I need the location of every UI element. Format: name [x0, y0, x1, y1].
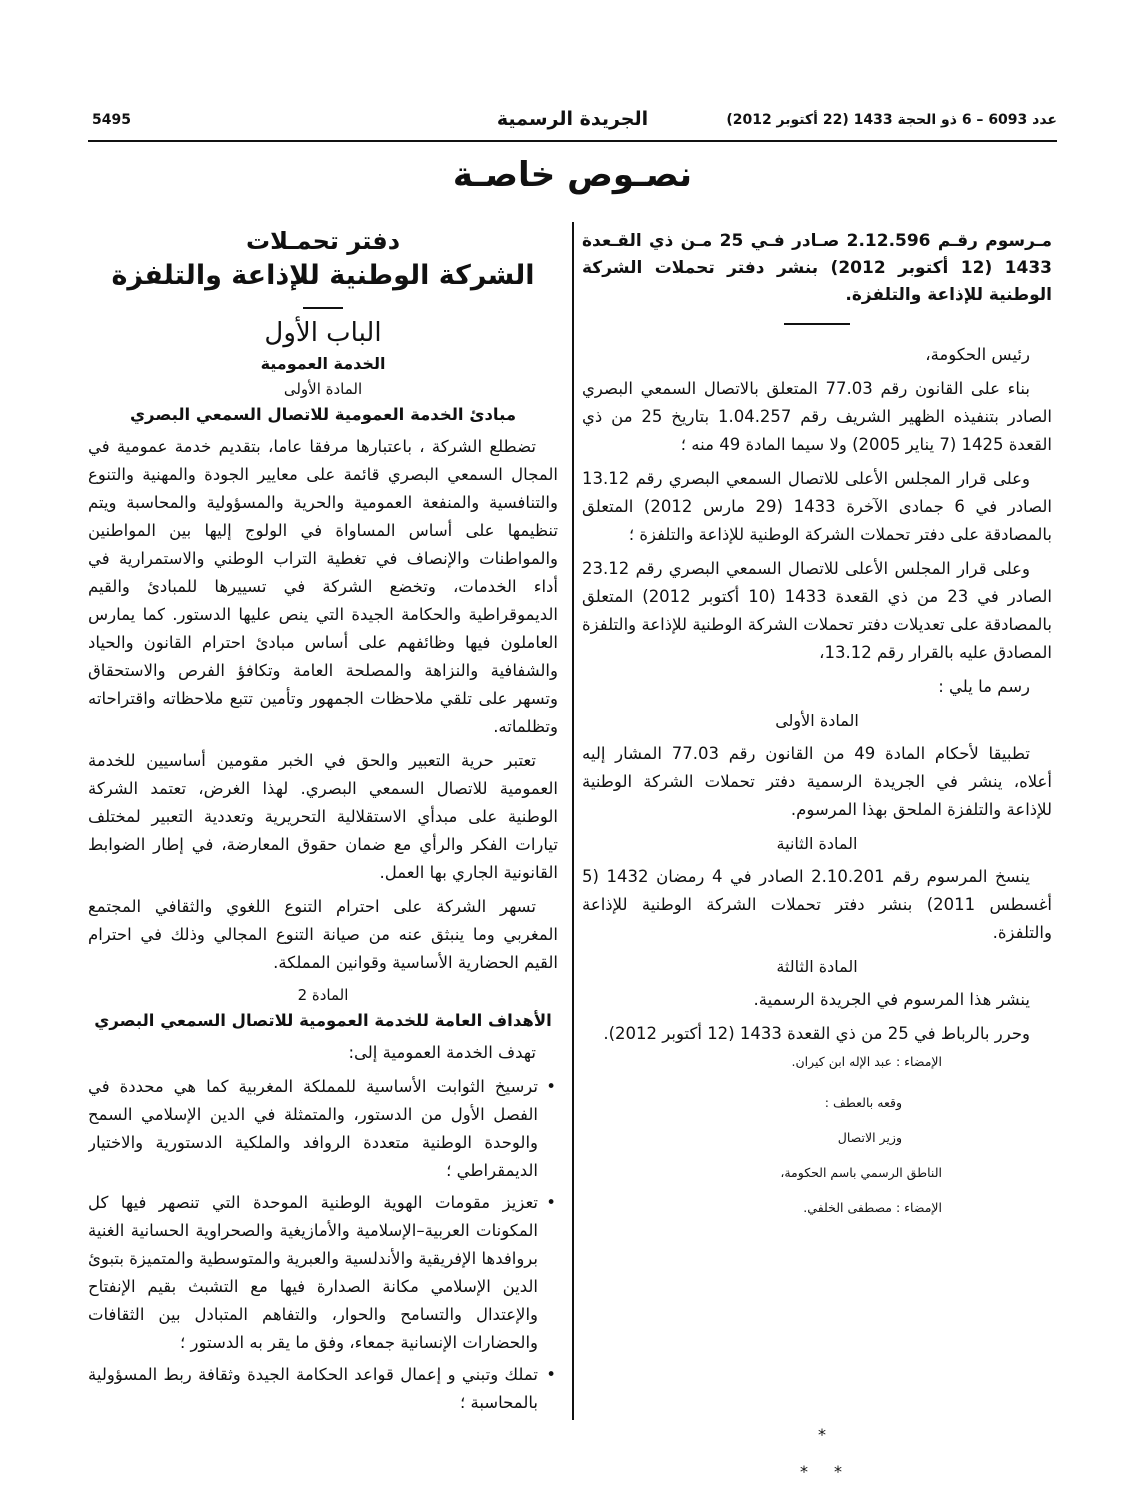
article-heading: المادة الثانية: [776, 834, 858, 853]
charter-column: [88, 225, 558, 1485]
decree-head: رئيس الحكومة،: [925, 345, 1030, 364]
page-number: 5495: [92, 112, 131, 128]
chapter-heading: الباب الأول: [264, 318, 382, 348]
done-at: وحرر بالرباط في 25 من ذي القعدة 1433 (12 أكتوبر 2012).: [603, 1024, 1030, 1043]
decree-decrees: رسم ما يلي :: [938, 677, 1030, 696]
spokesman-title: الناطق الرسمي باسم الحكومة،: [780, 1165, 942, 1180]
title-separator: [784, 323, 850, 325]
objectives-list: [88, 1073, 558, 1417]
charter-paragraph: تعتبر حرية التعبير والحق في الخبر مقومين أساسيين للخدمة العمومية للاتصال السمعي البصري. لهذا الغرض، تعتمد الشركة الوطنية على مبدأي الاستقلالية التحريرية وتعددية التعبير لمختلف تيارات الفكر والرأي مع ضمان حقوق المعارضة، في إطار الضوابط القانونية الجاري بها العمل.: [88, 751, 558, 882]
list-item-text: ترسيخ الثوابت الأساسية للمملكة المغربية كما هي محددة في الفصل الأول من الدستور، والمتمثلة في الدين الإسلامي السمح والوحدة الوطنية متعددة الروافد والملكية الدستورية والاختيار الديمقراطي ؛: [88, 1077, 538, 1180]
asterisk-ornament: *: [800, 1462, 808, 1481]
charter-paragraph: تضطلع الشركة ، باعتبارها مرفقا عاما، بتقديم خدمة عمومية في المجال السمعي البصري قائمة على معايير الجودة والمهنية والتنوع والتنافسية والمنفعة العمومية والحرية والمسؤولية والمحاسبة ويتم تنظيمها على أساس المساواة في الولوج إليها بين المواطنين والمواطنات والإنصاف في تغطية التراب الوطني والاستمرارية في أداء الخدمات، وتخضع الشركة في تسييرها للمبادئ والقيم الديموقراطية والحكامة الجيدة التي ينص عليها الدستور. كما يمارس العاملون فيها وظائفهم على أساس مبادئ احترام القانون والحياد والشفافية والنزاهة والمصلحة العامة وتكافؤ الفرص والاستحقاق وتسهر على تلقي ملاحظات الجمهور وتأمين تتبع ملاحظاته واقتراحاته وتظلماته.: [88, 437, 558, 736]
charter-title: دفتر تحمـلات: [245, 227, 401, 255]
pm-signature: الإمضاء : عبد الإله ابن كيران.: [791, 1054, 942, 1069]
header-rule: [88, 140, 1057, 142]
minister-signature: الإمضاء : مصطفى الخلفي.: [803, 1200, 942, 1215]
list-item-text: تعزيز مقومات الهوية الوطنية الموحدة التي تنصهر فيها كل المكونات العربية–الإسلامية والأمازيغية والصحراوية الحسانية الغنية بروافدها الإفريقية والأندلسية والعبرية والمتوسطية والمتميزة بتبوئ الدين الإسلامي مكانة الصدارة فيها مع التشبث بقيم الإنفتاح والإعتدال والتسامح والحوار، والتفاهم المتبادل بين الثقافات والحضارات الإنسانية جمعاء، وفق ما يقر به الدستور ؛: [88, 1193, 538, 1352]
minister-title: وزير الاتصال: [837, 1130, 902, 1145]
list-item-text: تملك وتبني و إعمال قواعد الحكامة الجيدة وثقافة ربط المسؤولية بالمحاسبة ؛: [88, 1365, 538, 1412]
title-separator: [303, 307, 343, 309]
article-text: ينشر هذا المرسوم في الجريدة الرسمية.: [753, 990, 1030, 1009]
article-intro: تهدف الخدمة العمومية إلى:: [348, 1043, 536, 1062]
decree-paragraph: وعلى قرار المجلس الأعلى للاتصال السمعي البصري رقم 13.12 الصادر في 6 جمادى الآخرة 1433 (29 مارس 2012) المتعلق بالمصادقة على دفتر تحملات الشركة الوطنية للإذاعة والتلفزة ؛: [582, 469, 1052, 544]
article-text: ينسخ المرسوم رقم 2.10.201 الصادر في 4 رمضان 1432 (5 أغسطس 2011) بنشر دفتر تحملات الشركة الوطنية للإذاعة والتلفزة.: [582, 867, 1052, 942]
charter-title-company: الشركة الوطنية للإذاعة والتلفزة: [111, 260, 535, 291]
decree-title: مـرسوم رقـم 2.12.596 صـادر فـي 25 مـن ذي القـعدة 1433 (12 أكتوبر 2012) بنشر دفتر تحملات الشركة الوطنية للإذاعة والتلفزة.: [582, 231, 1052, 305]
issue-info: عدد 6093 – 6 ذو الحجة 1433 (22 أكتوبر 2012): [726, 112, 1057, 128]
article-label: المادة 2: [297, 986, 349, 1004]
decree-paragraph: وعلى قرار المجلس الأعلى للاتصال السمعي البصري رقم 23.12 الصادر في 23 من ذي القعدة 1433 (10 أكتوبر 2012) المتعلق بالمصادقة على تعديلات دفتر تحملات الشركة الوطنية للإذاعة والتلفزة المصادق عليه بالقرار رقم 13.12،: [582, 559, 1052, 662]
decree-paragraph: بناء على القانون رقم 77.03 المتعلق بالاتصال السمعي البصري الصادر بتنفيذه الظهير الشريف رقم 1.04.257 بتاريخ 25 من ذي القعدة 1425 (7 يناير 2005) ولا سيما المادة 49 منه ؛: [582, 379, 1052, 454]
section-title: نصـوص خاصـة: [452, 155, 693, 195]
bullet-icon: •: [546, 1193, 556, 1212]
article-heading: المادة الثالثة: [776, 957, 858, 976]
asterisk-ornament: *: [834, 1462, 842, 1481]
article-heading: المادة الأولى: [775, 711, 859, 730]
list-item: [88, 1361, 558, 1417]
chapter-subject: الخدمة العمومية: [260, 354, 386, 373]
charter-paragraph: تسهر الشركة على احترام التنوع اللغوي والثقافي المجتمع المغربي وما ينبثق عنه من صيانة التنوع المجالي وذلك في احترام القيم الحضارية الأساسية وقوانين المملكة.: [88, 897, 558, 972]
article-title: مبادئ الخدمة العمومية للاتصال السمعي البصري: [129, 405, 517, 424]
article-label: المادة الأولى: [283, 380, 363, 398]
countersigned: وقعه بالعطف :: [824, 1095, 902, 1110]
journal-title: الجريدة الرسمية: [496, 108, 649, 130]
bullet-icon: •: [546, 1365, 556, 1384]
list-item: [88, 1189, 558, 1357]
bullet-icon: •: [546, 1077, 556, 1096]
article-text: تطبيقا لأحكام المادة 49 من القانون رقم 77.03 المشار إليه أعلاه، ينشر في الجريدة الرسمية دفتر تحملات الشركة الوطنية للإذاعة والتلفزة الملحق بهذا المرسوم.: [582, 744, 1052, 819]
asterisk-ornament: *: [818, 1425, 826, 1444]
article-title: الأهداف العامة للخدمة العمومية للاتصال السمعي البصري: [94, 1011, 552, 1030]
column-divider: [572, 222, 574, 1420]
decree-column: [582, 228, 1052, 1428]
list-item: [88, 1073, 558, 1185]
